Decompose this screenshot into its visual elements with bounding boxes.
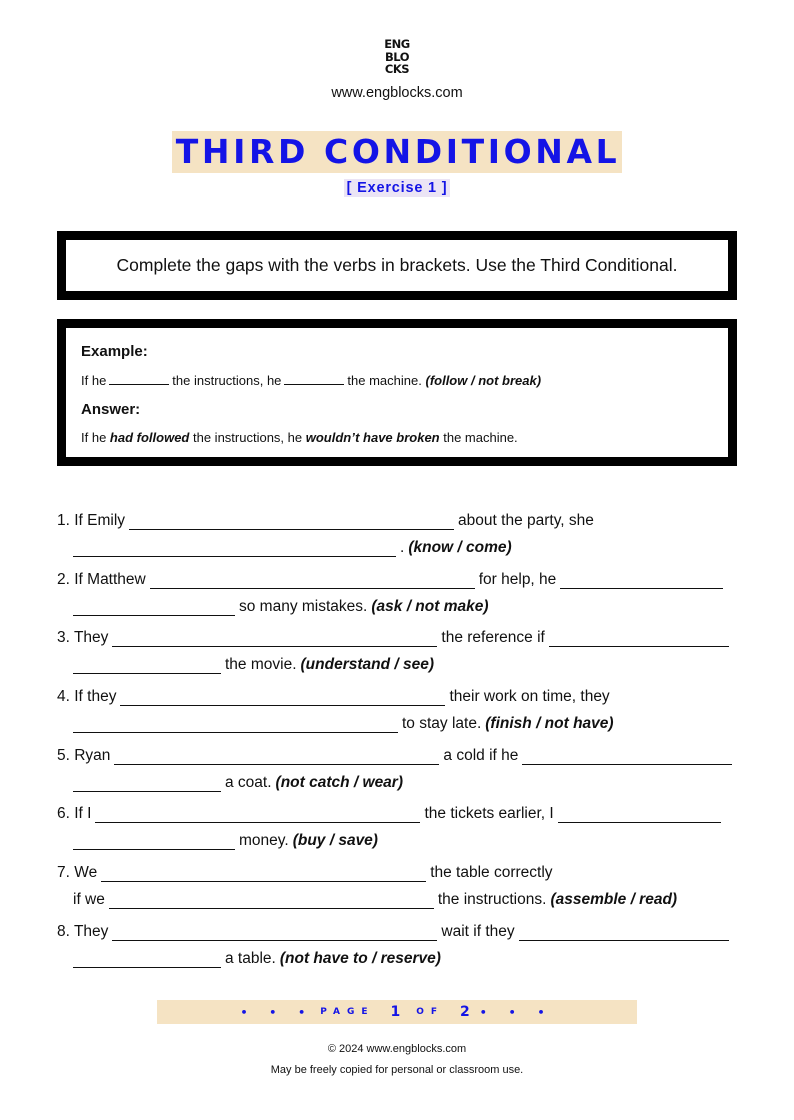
instructions-text: Complete the gaps with the verbs in brackets. Use the Third Conditional. [116,255,678,275]
answer-blank[interactable] [129,509,454,530]
example-text: If he [81,373,107,388]
exercise-item [57,679,737,738]
page-dots: • • • [479,1005,554,1019]
instructions-box [57,231,737,300]
answer-blank[interactable] [150,568,475,589]
exercise-text: a cold if he [443,746,519,764]
exercise-text: the tickets earlier, I [424,805,554,823]
page-dots: • • • [240,1005,315,1019]
exercise-item [57,562,737,621]
verb-hint: (assemble / read) [550,891,678,909]
exercise-text: their work on time, they [449,688,610,706]
exercise-text: money. [239,832,289,850]
example-hint: (follow / not break) [425,373,542,388]
answer-verb: had followed [109,430,190,445]
page-label: PAGE [320,1007,375,1017]
page-title: THIRD CONDITIONAL [172,131,623,173]
exercise-text: 6. If I [57,805,92,823]
exercise-item [57,914,737,973]
page-number: 1 [390,1004,401,1020]
engblocks-logo [377,38,417,76]
exercise-text: the movie. [225,656,297,674]
answer-blank[interactable] [112,626,437,647]
exercise-text: wait if they [441,922,515,940]
exercise-text: 8. They [57,922,109,940]
answer-blank[interactable] [73,771,221,792]
logo-line: ENG [384,37,410,51]
answer-sentence [81,430,728,446]
exercise-text: 1. If Emily [57,512,126,529]
example-text: the machine. [347,373,422,388]
exercise-text: 7. We [57,864,98,882]
answer-blank[interactable] [558,802,721,823]
answer-blank[interactable] [519,920,729,941]
exercise-text: 5. Ryan [57,746,111,764]
logo-line: BLO [385,49,409,64]
exercise-item [57,620,737,679]
exercise-item [57,503,737,562]
exercise-text: if we [73,891,105,909]
exercise-item [57,796,737,855]
answer-verb: wouldn’t have broken [305,430,440,445]
answer-label: Answer: [81,401,141,418]
page-total: 2 [460,1004,470,1020]
copyright: © 2024 www.engblocks.com [327,1043,467,1055]
answer-blank[interactable] [112,920,437,941]
exercise-text: 4. If they [57,688,117,706]
answer-text: If he [81,430,107,445]
exercise-text: so many mistakes. [239,597,368,615]
answer-blank[interactable] [560,568,723,589]
answer-text: the instructions, he [193,430,303,445]
exercise-text: the reference if [441,629,545,647]
answer-blank[interactable] [73,536,396,557]
answer-blank[interactable] [73,595,235,616]
exercise-item [57,738,737,797]
verb-hint: (not have to / reserve) [279,949,441,967]
answer-blank[interactable] [73,829,235,850]
exercise-text: for help, he [478,570,557,588]
exercise-text: the instructions. [437,891,547,909]
example-blank [284,372,344,385]
answer-blank[interactable] [73,712,398,733]
page-of-label: OF [416,1007,445,1017]
website-url: www.engblocks.com [331,85,463,101]
verb-hint: (ask / not make) [371,597,489,615]
exercise-text: a coat. [225,773,272,791]
verb-hint: (understand / see) [300,656,435,674]
example-sentence [81,372,728,389]
answer-blank[interactable] [522,744,732,765]
answer-blank[interactable] [101,861,426,882]
verb-hint: (not catch / wear) [275,773,403,791]
page-indicator [157,1000,637,1024]
example-label: Example: [81,343,148,360]
exercise-text: a table. [225,949,276,967]
exercise-item [57,855,737,914]
exercise-text: 2. If Matthew [57,570,146,588]
answer-blank[interactable] [73,653,221,674]
verb-hint: (finish / not have) [485,715,614,733]
verb-hint: (know / come) [408,539,512,556]
example-box [57,319,737,466]
answer-blank[interactable] [549,626,729,647]
answer-blank[interactable] [120,685,445,706]
exercise-text: 3. They [57,629,109,647]
exercise-text: to stay late. [402,715,482,733]
example-blank [109,372,169,385]
answer-text: the machine. [443,430,518,445]
answer-blank[interactable] [109,888,434,909]
exercise-list [57,503,737,973]
exercise-subtitle: [ Exercise 1 ] [344,179,451,197]
exercise-text: about the party, she [458,512,594,529]
copy-note: May be freely copied for personal or classroom use. [270,1064,524,1076]
example-text: the instructions, he [172,373,282,388]
answer-blank[interactable] [95,802,420,823]
answer-blank[interactable] [114,744,439,765]
logo-line: CKS [384,62,410,76]
exercise-text: the table correctly [430,864,553,882]
answer-blank[interactable] [73,947,221,968]
exercise-text: . [400,539,405,556]
verb-hint: (buy / save) [292,832,378,850]
